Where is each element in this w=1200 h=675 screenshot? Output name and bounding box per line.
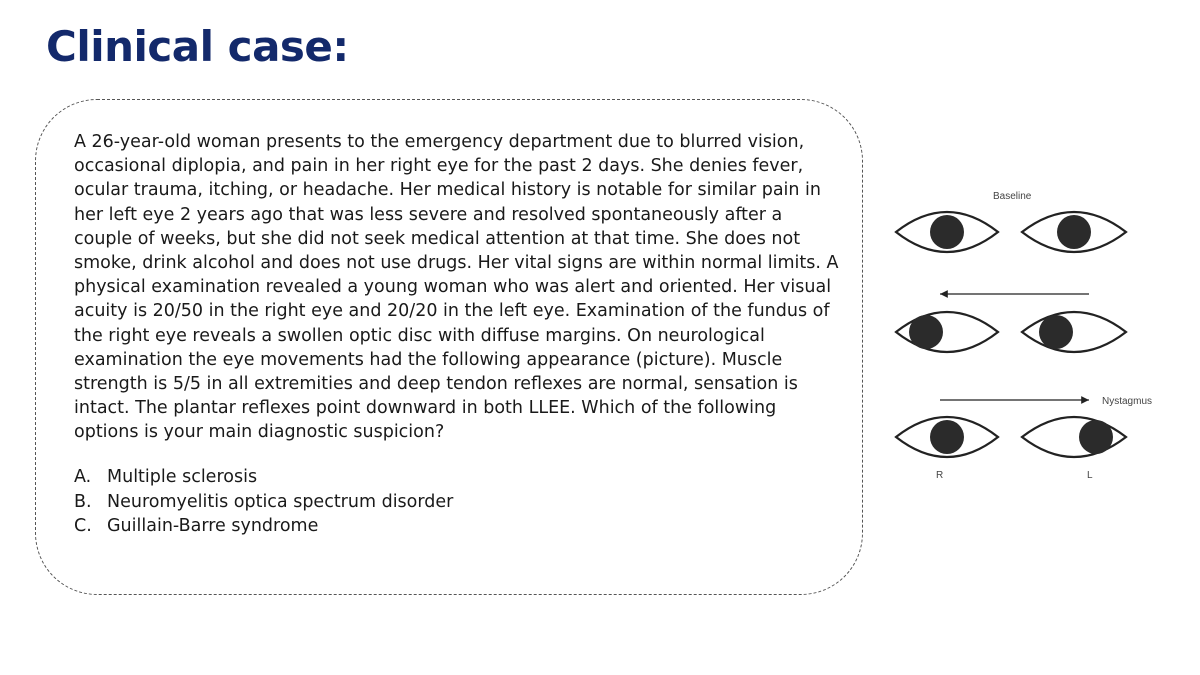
right-eye-label: R	[936, 470, 944, 481]
pupil-icon	[909, 315, 943, 349]
option-text: Neuromyelitis optica spectrum disorder	[107, 491, 454, 512]
pupil-icon	[930, 215, 964, 249]
option-b	[74, 490, 453, 515]
option-text: Multiple sclerosis	[107, 467, 258, 487]
slide-title: Clinical case:	[46, 22, 349, 71]
eye-right-baseline	[896, 212, 998, 252]
eye-right-left-gaze	[896, 312, 998, 352]
option-letter: A.	[74, 467, 92, 487]
answer-options	[74, 465, 453, 539]
left-eye-label: L	[1087, 470, 1093, 481]
eye-left-left-gaze	[1022, 312, 1126, 352]
nystagmus-label: Nystagmus	[1102, 396, 1153, 407]
option-a	[74, 465, 453, 490]
option-letter: B.	[74, 491, 92, 512]
option-letter: C.	[74, 516, 92, 536]
option-c	[74, 514, 453, 539]
eye-left-right-gaze	[1022, 417, 1126, 457]
eye-left-baseline	[1022, 212, 1126, 252]
pupil-icon	[1079, 420, 1113, 454]
eye-movement-diagram	[890, 180, 1180, 490]
case-description: A 26-year-old woman presents to the emergency department due to blurred vision, occasional diplopia, and pain in her right eye for the past 2 days. She denies fever, ocular trauma, itching, or headache. Her medical history is notable for similar pain in her left eye 2 years ago that was less severe and resolved spontaneously after a couple of weeks, but she did not seek medical attention at that time. She does not smoke, drink alcohol and does not use drugs. Her vital signs are within normal limits. A physical examination revealed a young woman who was alert and oriented. Her visual acuity is 20/50 in the right eye and 20/20 in the left eye. Examination of the fundus of the right eye reveals a swollen optic disc with diffuse margins. On neurological examination the eye movements had the following appearance (picture). Muscle strength is 5/5 in all extremities and deep tendon reflexes are normal, sensation is intact. The plantar reflexes point downward in both LLEE. Which of the following options is your main diagnostic suspicion?	[74, 132, 839, 443]
option-text: Guillain-Barre syndrome	[107, 516, 319, 536]
eye-right-right-gaze	[896, 417, 998, 457]
pupil-icon	[1057, 215, 1091, 249]
pupil-icon	[930, 420, 964, 454]
baseline-label: Baseline	[993, 191, 1032, 202]
pupil-icon	[1039, 315, 1073, 349]
